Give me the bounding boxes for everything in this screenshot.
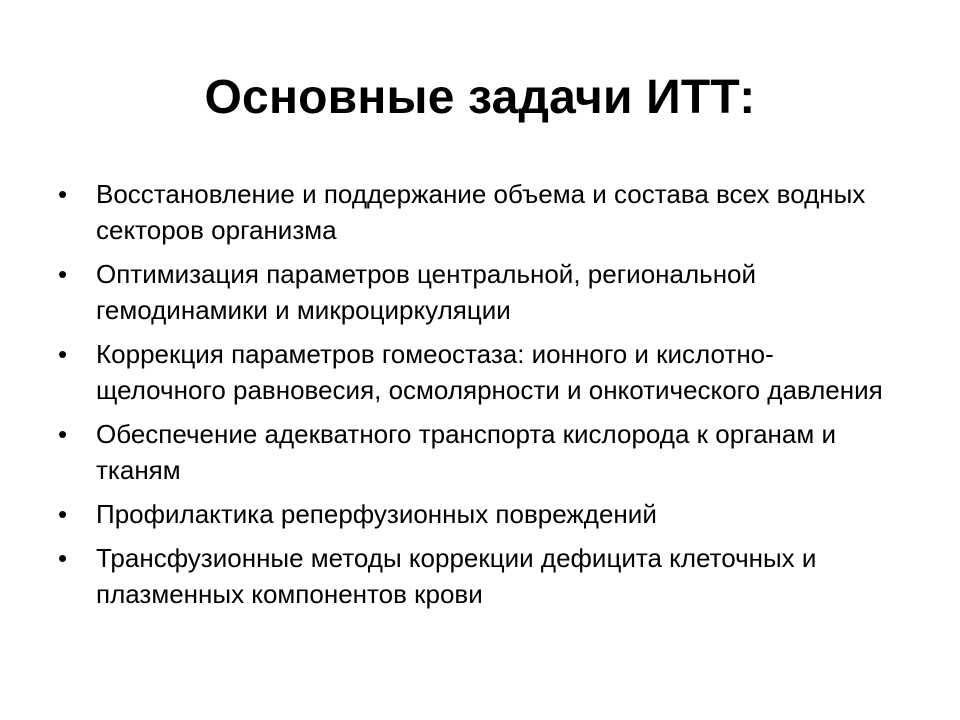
bullet-item-4: [58, 416, 903, 488]
bullet-item-5: [58, 496, 903, 532]
slide-title: Основные задачи ИТТ:: [204, 71, 756, 124]
bullet-text: Оптимизация параметров центральной, региональной гемодинамики и микроциркуляции: [96, 259, 757, 325]
bullet-text: Трансфузионные методы коррекции дефицита клеточных и плазменных компонентов крови: [96, 543, 817, 609]
bullet-item-2: [58, 256, 903, 328]
bullet-dot-icon: •: [58, 339, 68, 369]
bullet-list: [58, 176, 903, 620]
bullet-text: Профилактика реперфузионных повреждений: [96, 499, 657, 529]
bullet-text: Коррекция параметров гомеостаза: ионного и кислотно-щелочного равновесия, осмолярности и онкотического давления: [96, 339, 883, 405]
bullet-item-6: [58, 540, 903, 612]
bullet-dot-icon: •: [58, 419, 68, 449]
bullet-text: Восстановление и поддержание объема и состава всех водных секторов организма: [96, 179, 866, 245]
bullet-item-1: [58, 176, 903, 248]
bullet-dot-icon: •: [58, 499, 68, 529]
bullet-dot-icon: •: [58, 259, 68, 289]
bullet-text: Обеспечение адекватного транспорта кислорода к органам и тканям: [96, 419, 836, 485]
bullet-item-3: [58, 336, 903, 408]
bullet-dot-icon: •: [58, 543, 68, 573]
bullet-dot-icon: •: [58, 179, 68, 209]
